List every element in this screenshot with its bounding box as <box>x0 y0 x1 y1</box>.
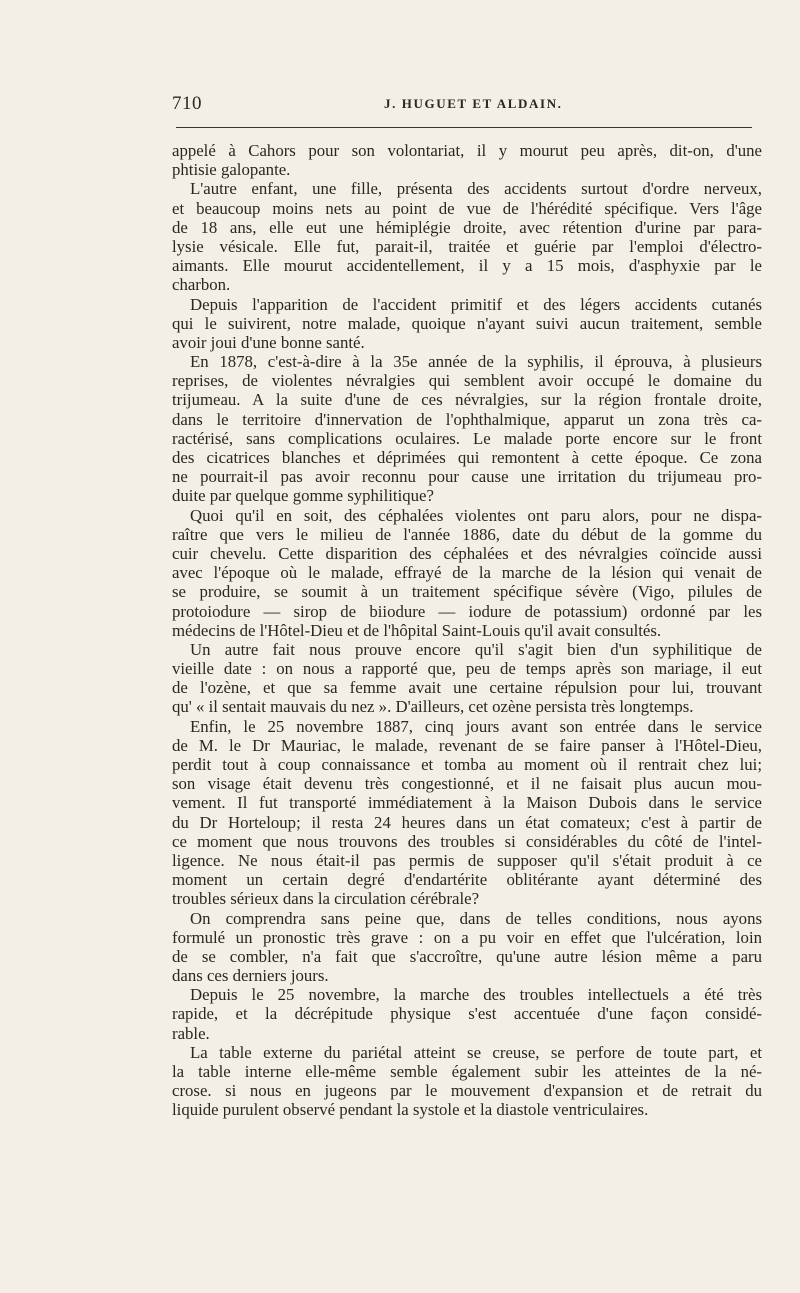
text-line: la table interne elle-même semble également subir les atteintes de la né- <box>172 1062 762 1081</box>
text-line: trijumeau. A la suite d'une de ces névralgies, sur la région frontale droite, <box>172 390 762 410</box>
text-line: duite par quelque gomme syphilitique? <box>172 486 434 506</box>
text-line: La table externe du pariétal atteint se creuse, se perfore de toute part, et <box>190 1042 762 1062</box>
text-line: ligence. Ne nous était-il pas permis de supposer qu'il s'était produit à ce <box>172 850 762 870</box>
header-rule <box>176 127 752 128</box>
text-line: Depuis le 25 novembre, la marche des troubles intellectuels a été très <box>190 985 762 1005</box>
text-line: reprises, de violentes névralgies qui semblent avoir occupé le domaine du <box>172 371 762 391</box>
text-line: moment un certain degré d'endartérite oblitérante ayant déterminé des <box>172 870 762 890</box>
text-line: appelé à Cahors pour son volontariat, il y mourut peu après, dit-on, d'une <box>172 141 762 160</box>
text-line: raître que vers le milieu de l'année 1886, date du début de la gomme du <box>172 524 762 544</box>
running-title: J. HUGUET ET ALDAIN. <box>384 96 563 111</box>
text-line: Enfin, le 25 novembre 1887, cinq jours avant son entrée dans le service <box>190 716 762 736</box>
text-line: L'autre enfant, une fille, présenta des accidents surtout d'ordre nerveux, <box>190 179 762 199</box>
text-line: vement. Il fut transporté immédiatement à la Maison Dubois dans le service <box>172 793 762 813</box>
text-line: liquide purulent observé pendant la systole et la diastole ventriculaires. <box>172 1100 649 1120</box>
text-line: lysie vésicale. Elle fut, parait-il, traitée et guérie par l'emploi d'électro- <box>172 236 762 256</box>
text-line: et beaucoup moins nets au point de vue de l'hérédité spécifique. Vers l'âge <box>172 198 762 218</box>
text-line: avec l'époque où le malade, effrayé de la marche de la lésion qui venait de <box>172 563 762 583</box>
text-line: du Dr Horteloup; il resta 24 heures dans un état comateux; c'est à partir de <box>172 812 762 832</box>
text-line: ne pourrait-il pas avoir reconnu pour cause une irritation du trijumeau pro- <box>172 467 762 487</box>
text-line: charbon. <box>172 275 231 295</box>
text-line: de M. le Dr Mauriac, le malade, revenant de se faire panser à l'Hôtel-Dieu, <box>172 735 762 755</box>
text-line: Depuis l'apparition de l'accident primitif et des légers accidents cutanés <box>190 294 762 314</box>
text-line: rable. <box>172 1023 210 1043</box>
text-line: On comprendra sans peine que, dans de telles conditions, nous ayons <box>190 908 762 928</box>
text-line: de se combler, n'a fait que s'accroître, qu'une autre lésion même a paru <box>172 946 762 966</box>
text-line: ce moment que nous trouvons des troubles si considérables du côté de l'intel- <box>172 831 762 851</box>
text-line: dans le territoire d'innervation de l'ophthalmique, apparut un zona très ca- <box>172 409 762 429</box>
text-line: qui le suivirent, notre malade, quoique n'ayant suivi aucun traitement, semble <box>172 313 762 333</box>
text-line: avoir joui d'une bonne santé. <box>172 332 365 352</box>
text-line: troubles sérieux dans la circulation cérébrale? <box>172 889 480 909</box>
text-line: ractérisé, sans complications oculaires. Le malade porte encore sur le front <box>172 428 762 448</box>
text-line: vieille date : on nous a rapporté que, peu de temps après son mariage, il eut <box>172 659 762 679</box>
text-line: formulé un pronostic très grave : on a pu voir en effet que l'ulcération, loin <box>172 927 762 947</box>
text-line: se produire, se soumit à un traitement spécifique sévère (Vigo, pilules de <box>172 582 762 602</box>
text-line: des cicatrices blanches et déprimées qui remontent à cette époque. Ce zona <box>172 448 762 467</box>
page-number: 710 <box>172 93 202 114</box>
text-line: cuir chevelu. Cette disparition des céphalées et des névralgies coïncide aussi <box>172 543 762 563</box>
text-line: son visage était devenu très congestionné, et il ne faisait plus aucun mou- <box>172 774 762 794</box>
body-text <box>172 141 762 1120</box>
text-line: protoiodure — sirop de biiodure — iodure de potassium) ordonné par les <box>172 601 762 621</box>
text-line: médecins de l'Hôtel-Dieu et de l'hôpital Saint-Louis qu'il avait consultés. <box>172 620 662 640</box>
text-line: dans ces derniers jours. <box>172 966 329 986</box>
text-line: En 1878, c'est-à-dire à la 35e année de la syphilis, il éprouva, à plusieurs <box>190 352 762 372</box>
text-line: crose. si nous en jugeons par le mouvement d'expansion et de retrait du <box>172 1081 762 1101</box>
text-line: de 18 ans, elle eut une hémiplégie droite, avec rétention d'urine par para- <box>172 217 762 237</box>
text-line: rapide, et la décrépitude physique s'est accentuée d'une façon considé- <box>172 1004 762 1024</box>
text-line: Quoi qu'il en soit, des céphalées violentes ont paru alors, pour ne dispa- <box>190 505 762 525</box>
text-line: aimants. Elle mourut accidentellement, il y a 15 mois, d'asphyxie par le <box>172 256 762 276</box>
text-line: phtisie galopante. <box>172 160 291 180</box>
text-line: perdit tout à coup connaissance et tomba au moment où il rentrait chez lui; <box>172 755 762 774</box>
text-line: de l'ozène, et que sa femme avait une certaine répulsion pour lui, trouvant <box>172 678 762 698</box>
running-head <box>172 93 762 117</box>
text-line: qu' « il sentait mauvais du nez ». D'ailleurs, cet ozène persista très longtemps. <box>172 697 694 717</box>
text-line: Un autre fait nous prouve encore qu'il s'agit bien d'un syphilitique de <box>190 639 762 659</box>
